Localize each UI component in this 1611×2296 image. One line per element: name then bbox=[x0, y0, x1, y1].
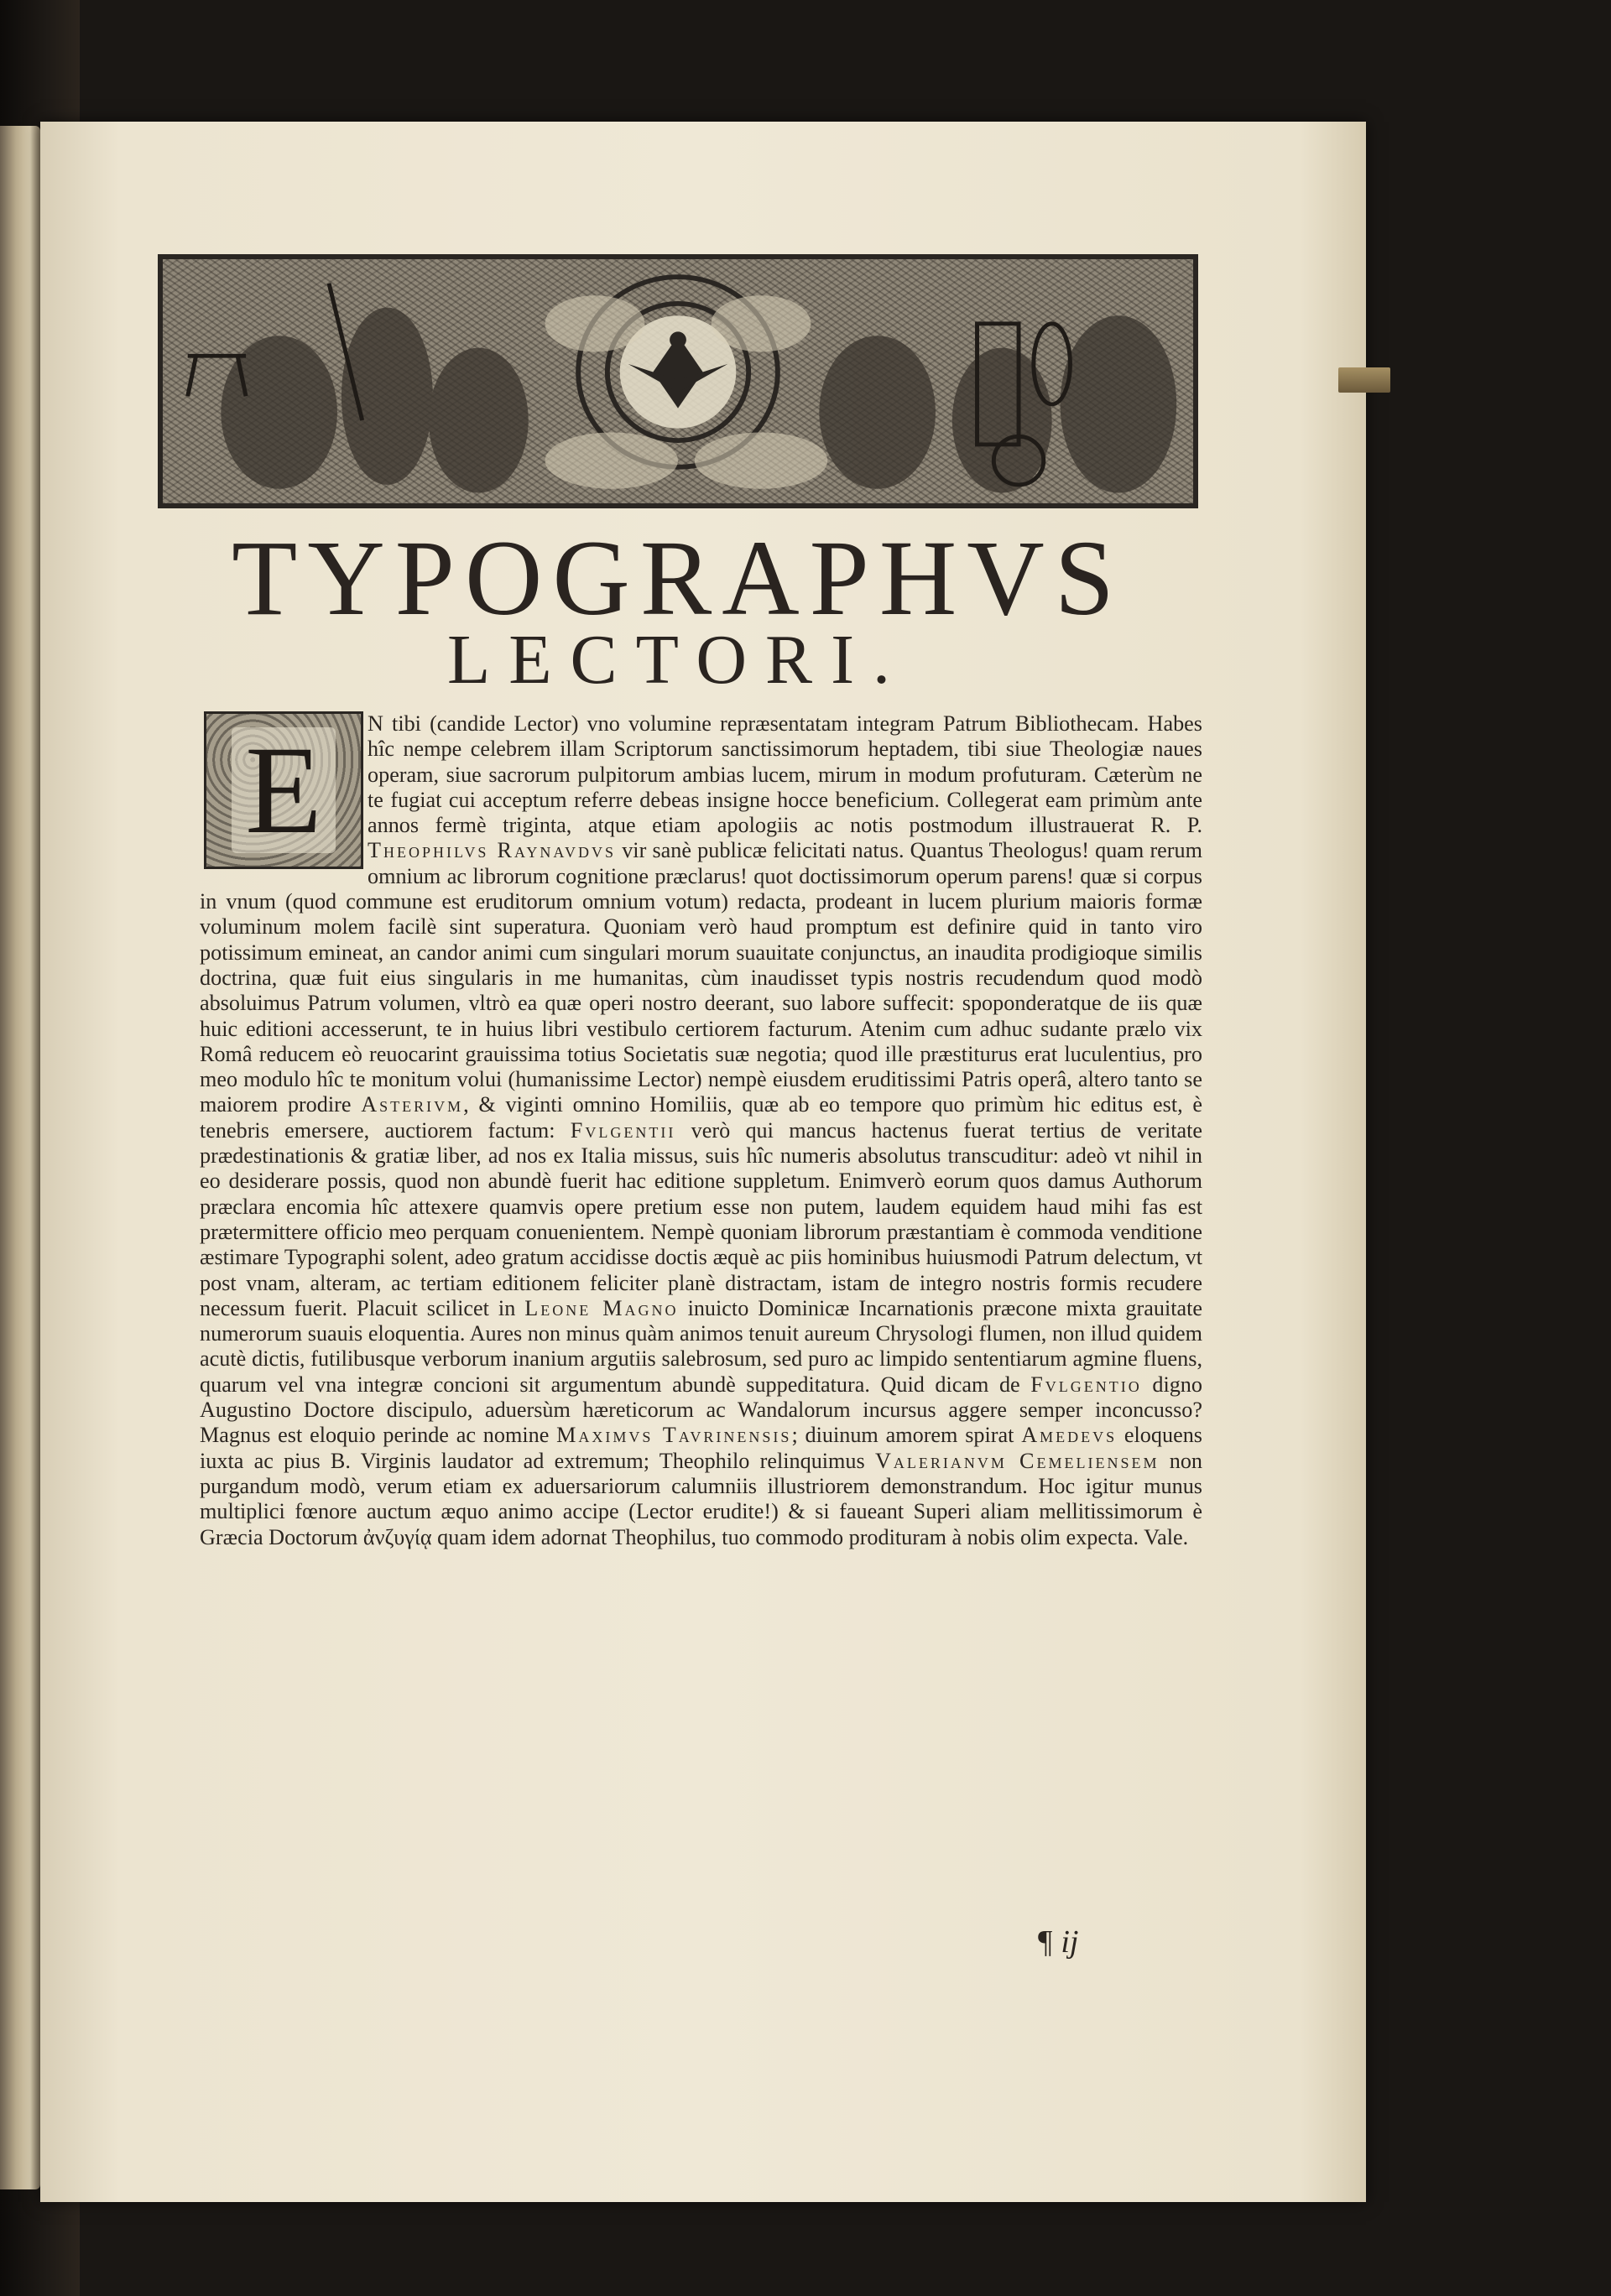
facing-page-edge bbox=[0, 126, 40, 2189]
author-name: Amedevs bbox=[1021, 1423, 1118, 1448]
text-run: , & viginti omnino Homiliis, quæ ab eo tempore quo primùm hic editus est, è tenebris emersere, auctiorem factum: bbox=[200, 1092, 1203, 1143]
author-name: Asterivm bbox=[361, 1092, 464, 1117]
page-title: TYPOGRAPHVS bbox=[232, 518, 1124, 638]
preface-text bbox=[200, 711, 1202, 1550]
page-tab-marker bbox=[1338, 367, 1390, 393]
text-run: non purgandum modò, verum etiam ex aduersariorum calumniis illustriorem demonstrandum. Hoc igitur munus multiplici fœnore auctum æquo animo accipe (Lector erudite!) & si faueant Superi aliam mellitissimorum è Græcia Doctorum ἀνζυγίᾳ quam idem adornat Theophilus, tuo commodo prodituram à nobis olim expecta. Vale. bbox=[200, 1448, 1203, 1549]
text-run: digno Augustino Doctore discipulo, aduersùm hæreticorum ac Wandalorum incursus aggere semper inconcusso? Magnus est eloquio perinde ac nomine bbox=[200, 1372, 1202, 1448]
text-run: inuicto Dominicæ Incarnationis præcone mixta grauitate numerorum suauis eloquentia. Aures non minus quàm animos tenuit aureum Chrysologi flumen, non illud quidem acutè dictis, futilibusque verborum inanium argutiis salebrosum, sed puro ac limpido sententiarum agmine fluens, quarum vel vna integræ concioni sit argumentum abundè suppeditatura. Quid dicam de bbox=[200, 1295, 1203, 1397]
author-name: Leone Magno bbox=[524, 1295, 679, 1320]
woodcut-figures-icon bbox=[163, 259, 1193, 503]
text-run: N tibi (candide Lector) vno volumine repræsentatam integram Patrum Bibliothecam. Habes hîc nempe celebrem illam Scriptorum sanctissimorum heptadem, tibi siue Theologiæ naues operam, siue sacrorum pulpitorum ambias lucem, mirum in modum profuturam. Cæterùm ne te fugiat cui acceptum referre debeas insigne hocce beneficium. Collegerat eam primùm ante annos fermè triginta, atque etiam apologiis ac notis postmodum illustrauerat R. P. bbox=[368, 711, 1202, 838]
text-run: vir sanè publicæ felicitati natus. Quantus Theologus! quam rerum omnium ac librorum cognitione præclarus! quot doctissimorum operum parens! quæ si corpus in vnum (quod commune est eruditorum omnium votum) redacta, prodeant in lucem plurium maioris formæ voluminum molem facilè sint superatura. Quoniam verò haud promptum est definire quid in tanto viro potissimum emineat, an candor animi cum singulari morum suauitate conjunctus, an inaudita prodigioque similis doctrina, quæ fuit eius singularis in me humanitas, cùm inaudisset typis nostris recudendum quod modò absoluimus Patrum volumen, vltrò ea quæ operi nostro deerant, suo labore suffecit: spoponderatque de iis quæ huic editioni accesserunt, te in huius libri vestibulo certiorem facturum. Atenim cum adhuc sudante prælo vix Româ reducem eò reuocarint grauissima totius Societatis suæ negotia; quod ille præstiturus erat luculentius, pro meo modulo hîc te monitum volui (humanissime Lector) nempè eiusdem eruditissimi Patris operâ, altero tanto se maiorem prodire bbox=[200, 838, 1202, 1117]
author-name: Fvlgentio bbox=[1030, 1372, 1142, 1397]
initial-spacer bbox=[200, 711, 368, 876]
woodcut-banner-illustration bbox=[158, 254, 1198, 508]
author-name: Fvlgentii bbox=[570, 1117, 676, 1143]
signature-mark: ¶ ij bbox=[1036, 1924, 1079, 1960]
author-name: Maximvs Tavrinensis bbox=[556, 1423, 792, 1448]
author-name: Valerianvm Cemeliensem bbox=[874, 1448, 1160, 1473]
text-run: verò qui mancus hactenus fuerat tertius de veritate prædestinationis & gratiæ liber, ad nos ex Italia missus, suis hîc numeris absolutus transcuditur: adeò vt nihil in eo desiderare possis, quod non abundè fuerit hac editione suppletum. Enimverò eorum quos damus Authorum præclara encomia hîc attexere quamvis opere pretium esse non putem, laudem equidem haud mihi fas est prætermittere officio meo perquam conuenientem. Nempè quoniam librorum præstantiam è commoda venditione æstimare Typographi solent, adeo gratum accidisse doctis æquè ac piis hominibus huiusmodi Patrum delectum, vt post vnam, alteram, ac tertiam editionem feliciter planè distractam, istam de integro nostris formis recudere necessum fuerit. Placuit scilicet in bbox=[200, 1117, 1203, 1320]
text-run: eloquens iuxta ac pius B. Virginis laudator ad extremum; Theophilo relinquimus bbox=[200, 1423, 1202, 1473]
initial-letter: E bbox=[232, 727, 336, 853]
page-subtitle: LECTORI. bbox=[446, 621, 910, 699]
author-name: Theophilvs Raynavdvs bbox=[368, 838, 617, 863]
text-run: ; diuinum amorem spirat bbox=[791, 1423, 1014, 1448]
